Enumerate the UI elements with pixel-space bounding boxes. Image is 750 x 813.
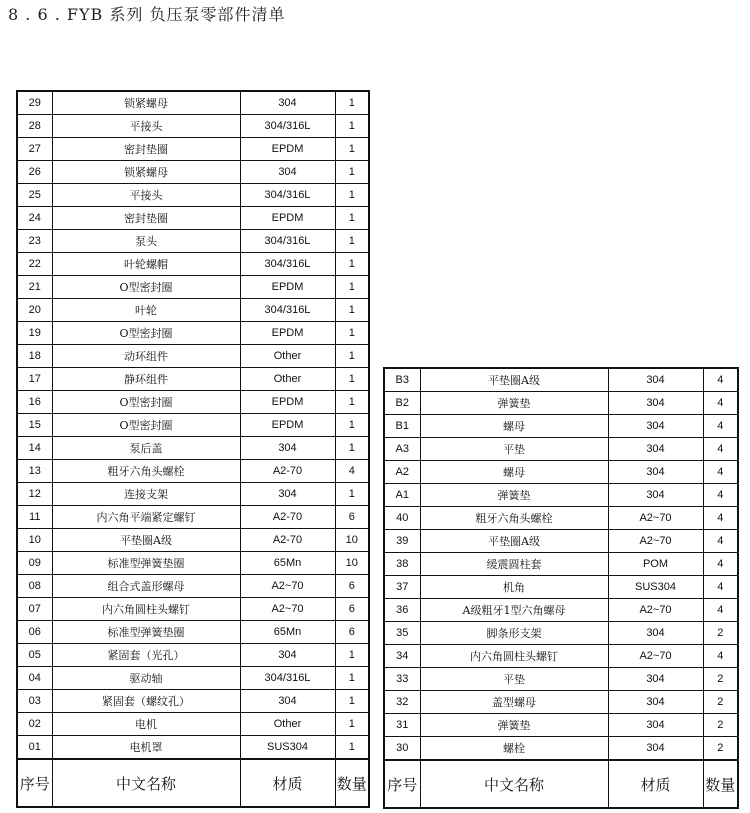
part-material: SUS304 <box>240 736 335 760</box>
part-material: 304 <box>608 714 703 737</box>
table-row <box>17 299 369 322</box>
part-quantity: 10 <box>335 552 369 575</box>
part-number: 35 <box>384 622 420 645</box>
part-number: 27 <box>17 138 52 161</box>
table-row <box>17 368 369 391</box>
part-name: 泵后盖 <box>52 437 240 460</box>
part-quantity: 1 <box>335 690 369 713</box>
part-quantity: 1 <box>335 644 369 667</box>
part-number: 01 <box>17 736 52 760</box>
part-name: 内六角圆柱头螺钉 <box>52 598 240 621</box>
part-quantity: 4 <box>703 438 738 461</box>
part-name: 螺栓 <box>420 737 608 761</box>
part-name: O型密封圈 <box>52 276 240 299</box>
part-name: 组合式盖形螺母 <box>52 575 240 598</box>
part-quantity: 4 <box>703 576 738 599</box>
part-quantity: 4 <box>703 645 738 668</box>
part-quantity: 4 <box>703 415 738 438</box>
table-row <box>17 91 369 115</box>
part-quantity: 1 <box>335 138 369 161</box>
part-quantity: 2 <box>703 714 738 737</box>
part-number: 20 <box>17 299 52 322</box>
part-name: 电机罩 <box>52 736 240 760</box>
part-number: B2 <box>384 392 420 415</box>
part-quantity: 4 <box>703 553 738 576</box>
part-number: 40 <box>384 507 420 530</box>
part-quantity: 1 <box>335 91 369 115</box>
part-name: 内六角平端紧定螺钉 <box>52 506 240 529</box>
part-name: 平垫圈A级 <box>52 529 240 552</box>
part-quantity: 1 <box>335 230 369 253</box>
table-row <box>384 668 738 691</box>
table-row <box>17 345 369 368</box>
part-quantity: 2 <box>703 622 738 645</box>
part-material: EPDM <box>240 414 335 437</box>
header-material: 材质 <box>240 759 335 807</box>
part-material: 304 <box>240 161 335 184</box>
part-material: 65Mn <box>240 552 335 575</box>
part-number: 03 <box>17 690 52 713</box>
part-name: 弹簧垫 <box>420 392 608 415</box>
table-row <box>17 184 369 207</box>
part-number: 30 <box>384 737 420 761</box>
part-quantity: 1 <box>335 736 369 760</box>
part-quantity: 1 <box>335 161 369 184</box>
part-material: A2~70 <box>608 599 703 622</box>
part-number: B3 <box>384 368 420 392</box>
part-number: 29 <box>17 91 52 115</box>
part-quantity: 1 <box>335 414 369 437</box>
part-number: 22 <box>17 253 52 276</box>
part-material: 304 <box>240 483 335 506</box>
table-row <box>384 484 738 507</box>
part-quantity: 1 <box>335 345 369 368</box>
part-name: 紧固套（光孔） <box>52 644 240 667</box>
part-name: 静环组件 <box>52 368 240 391</box>
part-quantity: 1 <box>335 667 369 690</box>
part-number: 02 <box>17 713 52 736</box>
part-name: 平垫圈A级 <box>420 530 608 553</box>
part-number: 13 <box>17 460 52 483</box>
part-quantity: 4 <box>335 460 369 483</box>
part-material: 304 <box>608 392 703 415</box>
part-quantity: 4 <box>703 461 738 484</box>
table-row <box>384 737 738 761</box>
part-number: 31 <box>384 714 420 737</box>
table-row <box>17 276 369 299</box>
part-material: 304 <box>608 368 703 392</box>
part-name: 标准型弹簧垫圈 <box>52 552 240 575</box>
part-name: 叶轮 <box>52 299 240 322</box>
part-name: 锁紧螺母 <box>52 161 240 184</box>
part-material: Other <box>240 713 335 736</box>
part-number: 12 <box>17 483 52 506</box>
part-name: 粗牙六角头螺栓 <box>420 507 608 530</box>
part-quantity: 2 <box>703 737 738 761</box>
table-row <box>17 253 369 276</box>
part-quantity: 6 <box>335 598 369 621</box>
part-name: A级粗牙1型六角螺母 <box>420 599 608 622</box>
part-number: 09 <box>17 552 52 575</box>
part-number: 11 <box>17 506 52 529</box>
part-name: 泵头 <box>52 230 240 253</box>
part-name: 脚条形支架 <box>420 622 608 645</box>
part-number: A2 <box>384 461 420 484</box>
header-quantity: 数量 <box>703 760 738 808</box>
part-name: 弹簧垫 <box>420 484 608 507</box>
part-number: 18 <box>17 345 52 368</box>
part-number: 33 <box>384 668 420 691</box>
part-quantity: 1 <box>335 207 369 230</box>
part-name: 标准型弹簧垫圈 <box>52 621 240 644</box>
part-material: A2~70 <box>240 575 335 598</box>
table-row <box>384 599 738 622</box>
part-material: Other <box>240 345 335 368</box>
part-name: O型密封圈 <box>52 391 240 414</box>
header-serial-number: 序号 <box>384 760 420 808</box>
part-name: 动环组件 <box>52 345 240 368</box>
header-material: 材质 <box>608 760 703 808</box>
table-row <box>384 392 738 415</box>
table-row <box>384 368 738 392</box>
part-name: 盖型螺母 <box>420 691 608 714</box>
part-quantity: 6 <box>335 621 369 644</box>
part-material: Other <box>240 368 335 391</box>
table-row <box>17 667 369 690</box>
part-quantity: 1 <box>335 391 369 414</box>
table-row <box>384 576 738 599</box>
part-number: A1 <box>384 484 420 507</box>
part-name: 锁紧螺母 <box>52 91 240 115</box>
table-row <box>17 460 369 483</box>
part-number: 37 <box>384 576 420 599</box>
part-quantity: 1 <box>335 368 369 391</box>
part-quantity: 1 <box>335 115 369 138</box>
part-quantity: 4 <box>703 484 738 507</box>
table-row <box>384 553 738 576</box>
part-name: 叶轮螺帽 <box>52 253 240 276</box>
part-quantity: 1 <box>335 253 369 276</box>
part-material: A2~70 <box>608 507 703 530</box>
part-material: 304 <box>608 737 703 761</box>
part-material: A2~70 <box>608 530 703 553</box>
part-material: A2-70 <box>240 529 335 552</box>
table-row <box>384 622 738 645</box>
part-number: 07 <box>17 598 52 621</box>
table-row <box>17 598 369 621</box>
table-row <box>17 414 369 437</box>
part-material: A2~70 <box>608 645 703 668</box>
part-material: A2~70 <box>240 598 335 621</box>
part-number: 23 <box>17 230 52 253</box>
table-row <box>384 645 738 668</box>
part-name: 平垫 <box>420 438 608 461</box>
table-row <box>17 529 369 552</box>
header-chinese-name: 中文名称 <box>52 759 240 807</box>
part-name: 平垫圈A级 <box>420 368 608 392</box>
table-row <box>384 507 738 530</box>
part-number: 28 <box>17 115 52 138</box>
part-name: 机角 <box>420 576 608 599</box>
table-row <box>17 115 369 138</box>
part-number: 15 <box>17 414 52 437</box>
part-number: B1 <box>384 415 420 438</box>
part-number: 34 <box>384 645 420 668</box>
part-material: 304 <box>608 484 703 507</box>
part-number: 36 <box>384 599 420 622</box>
part-number: 39 <box>384 530 420 553</box>
table-row <box>384 438 738 461</box>
part-name: 缓震圆柱套 <box>420 553 608 576</box>
part-number: 17 <box>17 368 52 391</box>
part-number: 16 <box>17 391 52 414</box>
table-row <box>17 690 369 713</box>
part-material: EPDM <box>240 207 335 230</box>
part-quantity: 4 <box>703 507 738 530</box>
table-row <box>17 621 369 644</box>
part-material: 304/316L <box>240 184 335 207</box>
part-material: 304/316L <box>240 115 335 138</box>
part-name: 弹簧垫 <box>420 714 608 737</box>
part-quantity: 10 <box>335 529 369 552</box>
part-material: 304 <box>608 691 703 714</box>
part-quantity: 4 <box>703 530 738 553</box>
part-material: 304 <box>608 622 703 645</box>
table-row <box>17 713 369 736</box>
part-material: 304/316L <box>240 667 335 690</box>
table-row <box>384 691 738 714</box>
part-material: EPDM <box>240 276 335 299</box>
table-row <box>384 714 738 737</box>
part-number: 32 <box>384 691 420 714</box>
part-quantity: 6 <box>335 506 369 529</box>
part-material: 304/316L <box>240 299 335 322</box>
part-name: 粗牙六角头螺栓 <box>52 460 240 483</box>
part-quantity: 1 <box>335 184 369 207</box>
part-number: 25 <box>17 184 52 207</box>
part-material: 304 <box>240 91 335 115</box>
table-row <box>17 207 369 230</box>
header-serial-number: 序号 <box>17 759 52 807</box>
part-material: EPDM <box>240 322 335 345</box>
part-name: 螺母 <box>420 461 608 484</box>
part-name: 螺母 <box>420 415 608 438</box>
part-name: 紧固套（螺纹孔） <box>52 690 240 713</box>
part-number: A3 <box>384 438 420 461</box>
part-number: 06 <box>17 621 52 644</box>
part-quantity: 2 <box>703 691 738 714</box>
part-material: A2-70 <box>240 460 335 483</box>
part-material: 304 <box>608 438 703 461</box>
part-material: SUS304 <box>608 576 703 599</box>
part-name: 驱动轴 <box>52 667 240 690</box>
part-number: 05 <box>17 644 52 667</box>
part-number: 10 <box>17 529 52 552</box>
part-number: 04 <box>17 667 52 690</box>
table-row <box>17 322 369 345</box>
part-name: 密封垫圈 <box>52 138 240 161</box>
part-name: O型密封圈 <box>52 414 240 437</box>
page-title: 8 . 6 . FYB 系列 负压泵零部件清单 <box>8 5 286 24</box>
part-number: 26 <box>17 161 52 184</box>
part-material: 304 <box>608 668 703 691</box>
table-row <box>17 575 369 598</box>
part-material: 304/316L <box>240 230 335 253</box>
part-quantity: 1 <box>335 299 369 322</box>
part-quantity: 1 <box>335 437 369 460</box>
part-name: 电机 <box>52 713 240 736</box>
part-name: 平垫 <box>420 668 608 691</box>
part-material: 304 <box>240 644 335 667</box>
part-quantity: 1 <box>335 483 369 506</box>
table-header-row <box>384 760 738 808</box>
part-material: 65Mn <box>240 621 335 644</box>
part-number: 08 <box>17 575 52 598</box>
table-row <box>17 483 369 506</box>
table-row <box>17 230 369 253</box>
part-material: 304/316L <box>240 253 335 276</box>
part-name: 连接支架 <box>52 483 240 506</box>
part-quantity: 4 <box>703 368 738 392</box>
part-number: 14 <box>17 437 52 460</box>
table-row <box>17 736 369 760</box>
part-material: EPDM <box>240 138 335 161</box>
part-number: 21 <box>17 276 52 299</box>
part-material: 304 <box>608 415 703 438</box>
parts-table-left <box>16 90 370 808</box>
part-material: A2-70 <box>240 506 335 529</box>
part-material: 304 <box>240 690 335 713</box>
table-row <box>384 461 738 484</box>
parts-table-right <box>383 367 739 809</box>
part-number: 38 <box>384 553 420 576</box>
part-quantity: 1 <box>335 713 369 736</box>
table-row <box>17 506 369 529</box>
table-header-row <box>17 759 369 807</box>
part-material: 304 <box>608 461 703 484</box>
part-name: 平接头 <box>52 115 240 138</box>
part-quantity: 2 <box>703 668 738 691</box>
header-quantity: 数量 <box>335 759 369 807</box>
part-quantity: 4 <box>703 599 738 622</box>
part-material: POM <box>608 553 703 576</box>
part-quantity: 1 <box>335 276 369 299</box>
table-row <box>17 437 369 460</box>
part-quantity: 6 <box>335 575 369 598</box>
table-row <box>384 530 738 553</box>
table-row <box>17 161 369 184</box>
part-name: 平接头 <box>52 184 240 207</box>
table-row <box>17 391 369 414</box>
table-row <box>17 644 369 667</box>
part-name: 内六角圆柱头螺钉 <box>420 645 608 668</box>
part-number: 24 <box>17 207 52 230</box>
part-quantity: 1 <box>335 322 369 345</box>
table-row <box>17 138 369 161</box>
part-quantity: 4 <box>703 392 738 415</box>
part-name: 密封垫圈 <box>52 207 240 230</box>
part-number: 19 <box>17 322 52 345</box>
table-row <box>17 552 369 575</box>
part-material: EPDM <box>240 391 335 414</box>
table-row <box>384 415 738 438</box>
part-name: O型密封圈 <box>52 322 240 345</box>
header-chinese-name: 中文名称 <box>420 760 608 808</box>
part-material: 304 <box>240 437 335 460</box>
